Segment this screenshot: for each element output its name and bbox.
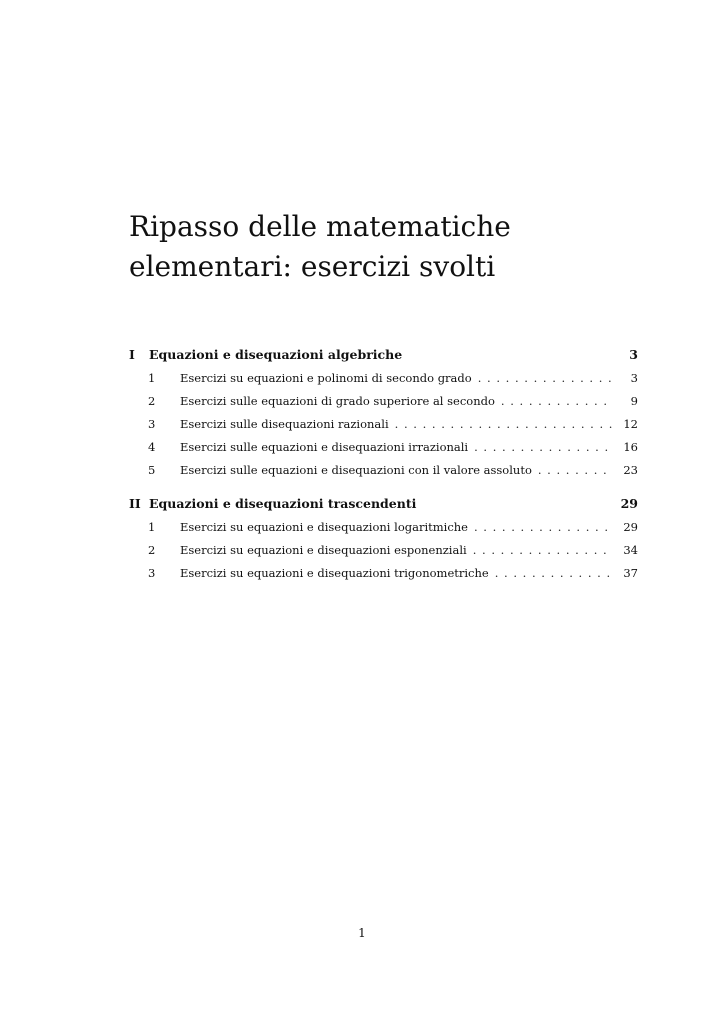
- toc-entry-title: Esercizi sulle equazioni e disequazioni irrazionali: [180, 440, 469, 454]
- toc-part-number: II: [129, 496, 141, 511]
- toc-entry-number: 2: [148, 394, 156, 408]
- toc-dot-leader: [472, 367, 612, 390]
- toc-entry-number: 5: [148, 463, 156, 477]
- document-title-line-2: elementari: esercizi svolti: [129, 250, 496, 283]
- toc-entry-page: 12: [623, 417, 638, 431]
- toc-entry-page: 23: [623, 463, 638, 477]
- document-title: [129, 207, 649, 287]
- toc-entry-number: 1: [148, 520, 156, 534]
- toc-entry-title: Esercizi su equazioni e disequazioni esponenziali: [180, 543, 467, 557]
- toc-entry-title: Esercizi su equazioni e polinomi di secondo grado: [180, 371, 472, 385]
- toc-entry-number: 4: [148, 440, 156, 454]
- toc-entry-page: 3: [630, 371, 638, 385]
- page-number: 1: [358, 926, 366, 940]
- toc-dot-leader: [389, 413, 612, 436]
- toc-part-spacer: [129, 482, 638, 492]
- toc-part-1[interactable]: [129, 343, 638, 367]
- toc-entry-title: Esercizi su equazioni e disequazioni trigonometriche: [180, 566, 489, 580]
- toc-entry-page: 34: [623, 543, 638, 557]
- toc-dot-leader: [468, 436, 612, 459]
- toc-entry-title: Esercizi sulle equazioni e disequazioni con il valore assoluto: [180, 463, 532, 477]
- toc-entry-page: 9: [630, 394, 638, 408]
- table-of-contents: [129, 343, 638, 585]
- toc-part-title: Equazioni e disequazioni algebriche: [149, 347, 403, 362]
- toc-entry[interactable]: [129, 459, 638, 482]
- toc-dot-leader: [489, 562, 612, 585]
- toc-part-page: 29: [620, 496, 638, 511]
- toc-entry-number: 3: [148, 417, 156, 431]
- toc-entry[interactable]: [129, 436, 638, 459]
- toc-dot-leader: [467, 539, 612, 562]
- toc-entry-title: Esercizi sulle disequazioni razionali: [180, 417, 389, 431]
- toc-entry[interactable]: [129, 516, 638, 539]
- toc-dot-leader: [468, 516, 612, 539]
- toc-entry[interactable]: [129, 539, 638, 562]
- toc-entry[interactable]: [129, 367, 638, 390]
- toc-entry[interactable]: [129, 413, 638, 436]
- toc-entry-page: 29: [623, 520, 638, 534]
- toc-part-page: 3: [629, 347, 638, 362]
- toc-dot-leader: [495, 390, 612, 413]
- toc-dot-leader: [532, 459, 612, 482]
- toc-entry-page: 37: [623, 566, 638, 580]
- toc-entry[interactable]: [129, 562, 638, 585]
- document-title-line-1: Ripasso delle matematiche: [129, 210, 511, 243]
- toc-entry-number: 1: [148, 371, 156, 385]
- toc-entry-number: 2: [148, 543, 156, 557]
- toc-entry-page: 16: [623, 440, 638, 454]
- toc-entry-title: Esercizi sulle equazioni di grado superiore al secondo: [180, 394, 495, 408]
- toc-entry-title: Esercizi su equazioni e disequazioni logaritmiche: [180, 520, 468, 534]
- toc-entry[interactable]: [129, 390, 638, 413]
- toc-part-2[interactable]: [129, 492, 638, 516]
- toc-part-number: I: [129, 347, 135, 362]
- toc-entry-number: 3: [148, 566, 156, 580]
- toc-part-title: Equazioni e disequazioni trascendenti: [149, 496, 417, 511]
